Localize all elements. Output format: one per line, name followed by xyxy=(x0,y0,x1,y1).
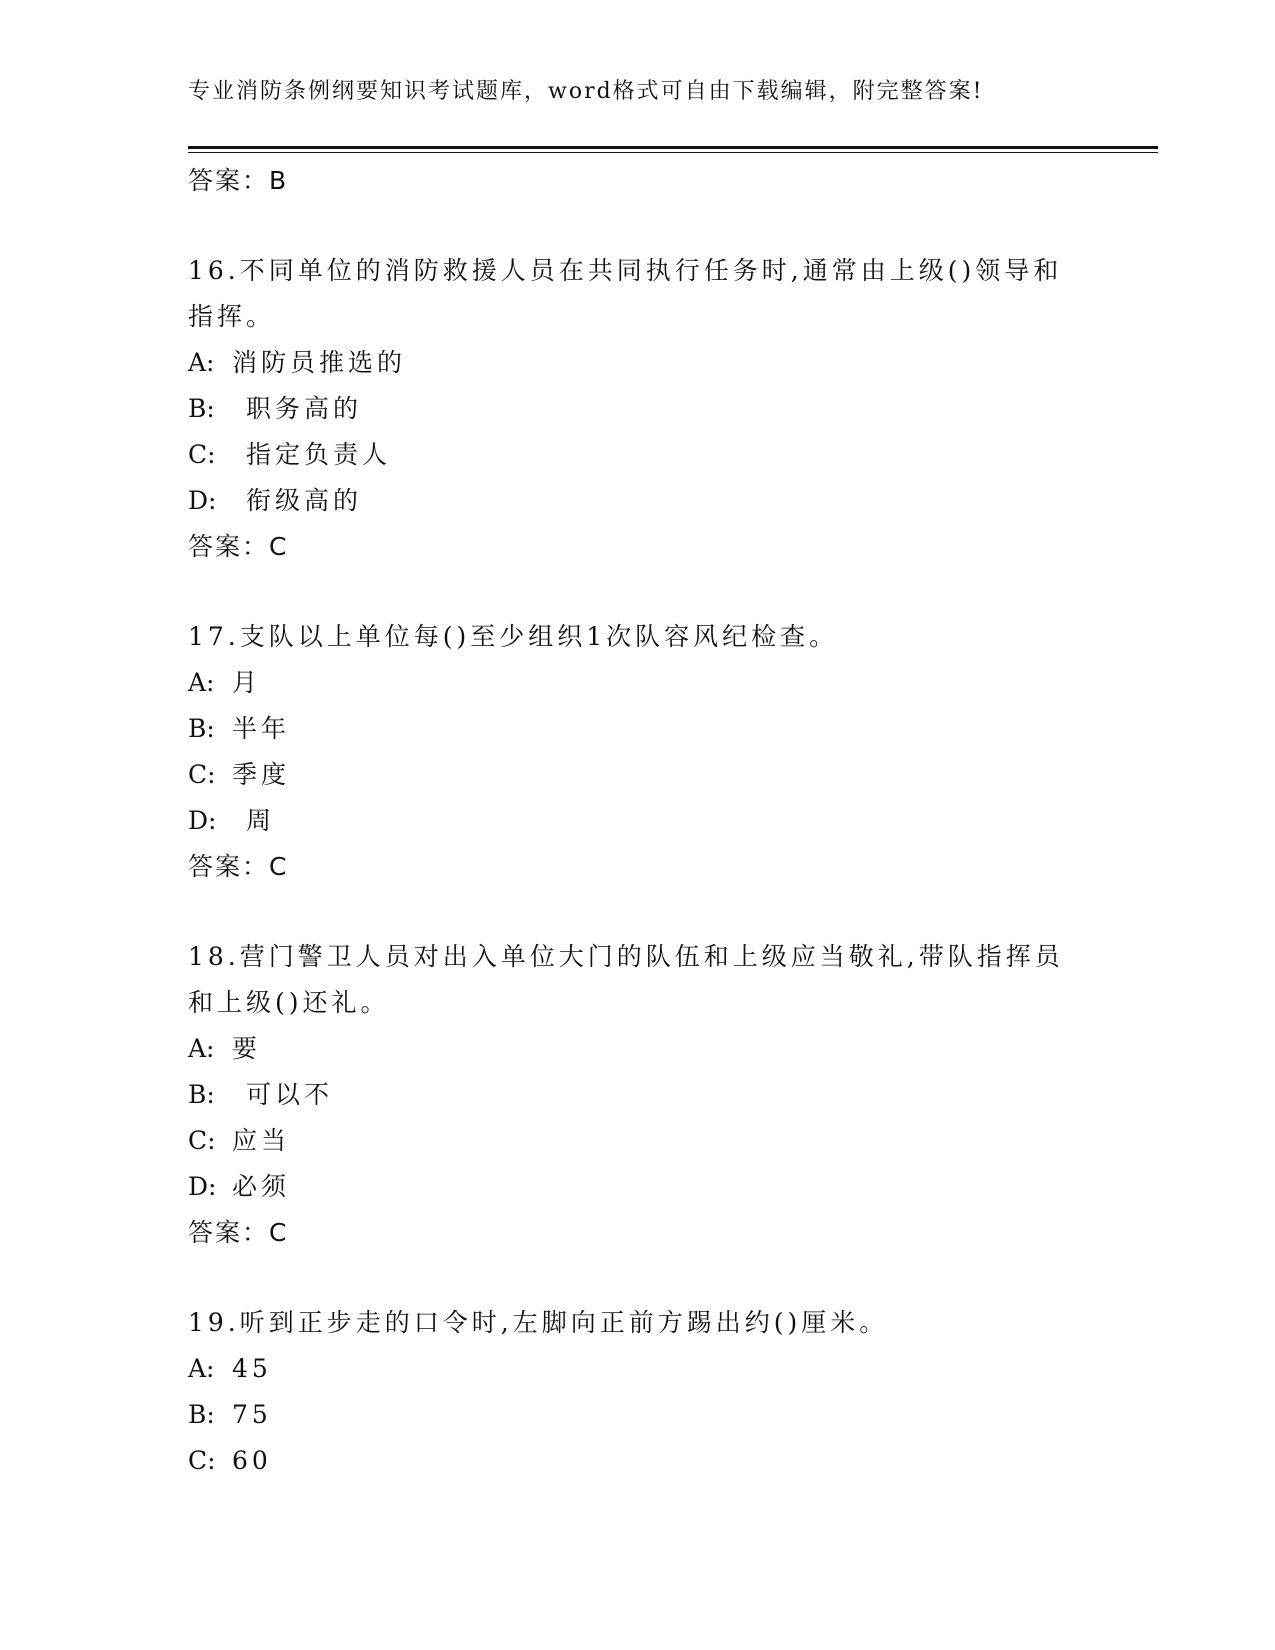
answer: 答案：C xyxy=(188,852,289,881)
question-17 xyxy=(188,614,1068,890)
option-text: 消防员推选的 xyxy=(232,348,407,377)
option-label: A: xyxy=(188,668,215,697)
option-label: D: xyxy=(188,806,217,835)
option-label: C: xyxy=(188,760,216,789)
option-text: 60 xyxy=(232,1446,272,1475)
question-text-line: 17.支队以上单位每()至少组织1次队容风纪检查。 xyxy=(188,622,839,651)
option-label: B: xyxy=(188,714,215,743)
option-d xyxy=(188,798,1068,844)
option-text: 指定负责人 xyxy=(246,440,392,469)
option-text: 要 xyxy=(232,1034,262,1063)
spacer xyxy=(188,890,1068,934)
option-c xyxy=(188,432,1068,478)
option-label: A: xyxy=(188,1034,215,1063)
header-rule-thick xyxy=(188,146,1158,149)
question-19 xyxy=(188,1300,1068,1484)
option-a xyxy=(188,1346,1068,1392)
question-text-line: 指挥。 xyxy=(188,302,276,331)
option-text: 职务高的 xyxy=(246,394,363,423)
option-b xyxy=(188,1392,1068,1438)
option-c xyxy=(188,1118,1068,1164)
option-b xyxy=(188,706,1068,752)
option-label: D: xyxy=(188,486,217,515)
answer: 答案：C xyxy=(188,1218,289,1247)
page-header: 专业消防条例纲要知识考试题库，word格式可自由下载编辑，附完整答案! xyxy=(188,79,984,104)
option-text: 75 xyxy=(232,1400,272,1429)
option-c xyxy=(188,752,1068,798)
option-a xyxy=(188,1026,1068,1072)
question-text-line: 18.营门警卫人员对出入单位大门的队伍和上级应当敬礼,带队指挥员 xyxy=(188,942,1064,971)
option-text: 应当 xyxy=(232,1126,291,1155)
question-text-line: 19.听到正步走的口令时,左脚向正前方踢出约()厘米。 xyxy=(188,1308,889,1337)
header-rule-thin xyxy=(188,152,1158,153)
option-label: C: xyxy=(188,1126,216,1155)
option-d xyxy=(188,478,1068,524)
option-text: 45 xyxy=(232,1354,272,1383)
question-18 xyxy=(188,934,1068,1256)
question-16 xyxy=(188,248,1068,570)
option-text: 必须 xyxy=(232,1172,291,1201)
option-a xyxy=(188,340,1068,386)
question-text-line: 和上级()还礼。 xyxy=(188,988,390,1017)
spacer xyxy=(188,570,1068,614)
option-b xyxy=(188,386,1068,432)
option-d xyxy=(188,1164,1068,1210)
option-b xyxy=(188,1072,1068,1118)
option-text: 周 xyxy=(246,806,276,835)
option-text: 衔级高的 xyxy=(246,486,363,515)
option-label: B: xyxy=(188,394,215,423)
option-label: A: xyxy=(188,1354,215,1383)
option-label: A: xyxy=(188,348,215,377)
option-text: 半年 xyxy=(232,714,291,743)
question-text-line: 16.不同单位的消防救援人员在共同执行任务时,通常由上级()领导和 xyxy=(188,256,1063,285)
option-label: B: xyxy=(188,1080,215,1109)
option-label: C: xyxy=(188,440,216,469)
option-label: C: xyxy=(188,1446,216,1475)
spacer xyxy=(188,1256,1068,1300)
answer: 答案：C xyxy=(188,532,289,561)
option-label: D: xyxy=(188,1172,217,1201)
option-label: B: xyxy=(188,1400,215,1429)
option-text: 季度 xyxy=(232,760,291,789)
option-c xyxy=(188,1438,1068,1484)
spacer xyxy=(188,204,1068,248)
option-text: 月 xyxy=(232,668,262,697)
option-a xyxy=(188,660,1068,706)
question-list xyxy=(188,158,1068,1484)
option-text: 可以不 xyxy=(246,1080,334,1109)
previous-answer: 答案：B xyxy=(188,166,289,195)
